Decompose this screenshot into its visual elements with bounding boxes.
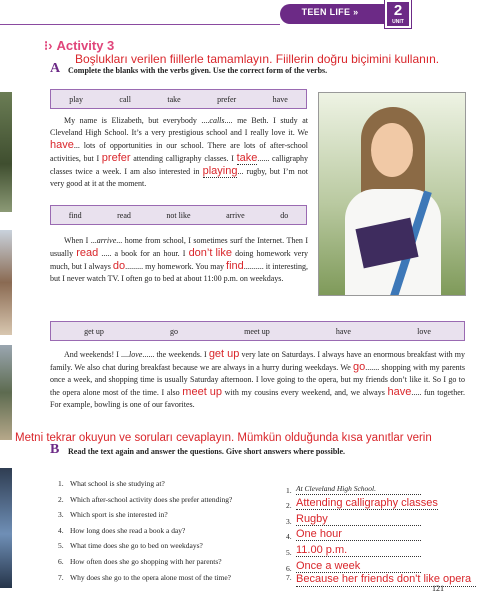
blank-answer: do (112, 260, 126, 272)
word-box-item: play (69, 94, 83, 104)
word-box-item: do (280, 210, 289, 220)
word-box-1 (50, 89, 307, 109)
question-item: 5. What time does she go to bed on weekdays? (58, 541, 203, 551)
unit-badge (385, 0, 411, 28)
word-box-item: love (417, 326, 431, 336)
blank-answer: prefer (101, 152, 131, 164)
word-box-item: have (272, 94, 288, 104)
section-letter-b: B (50, 442, 60, 457)
answer-line: Because her friends don't like opera (296, 573, 476, 587)
header-rule (0, 24, 280, 25)
word-box-item: prefer (217, 94, 237, 104)
side-photo-1 (0, 92, 12, 212)
answer-list (286, 479, 476, 597)
answer-line: 11.00 p.m. (296, 545, 421, 557)
handwritten-instruction-a: Boşlukları verilen fiillerle tamamlayın. Fiillerin doğru biçimini kullanın. (75, 52, 440, 66)
section-letter-a: A (50, 61, 61, 76)
page-number: 121 (432, 584, 444, 593)
answer-item: 2. Attending calligraphy classes (286, 497, 438, 511)
blank-answer: meet up (182, 386, 223, 398)
word-box-item: not like (166, 210, 191, 220)
question-item: 3. Which sport is she interested in? (58, 510, 168, 520)
blank-answer: love (129, 350, 143, 359)
answer-item: 4. One hour (286, 526, 476, 542)
blank-answer: arrive (96, 236, 117, 245)
word-box-item: get up (84, 326, 104, 336)
answer-line: One hour (296, 529, 421, 541)
question-list (58, 479, 288, 588)
word-box-item: read (117, 210, 131, 220)
activity-dots-icon: ⁝› (44, 38, 53, 53)
answer-line: Rugby (296, 514, 421, 526)
question-item: 4. How long does she read a book a day? (58, 525, 186, 535)
blank-answer: have (50, 139, 74, 151)
blank-answer: go (353, 361, 366, 373)
question-item: 7. Why does she go to the opera alone most of the time? (58, 572, 231, 582)
word-box-item: have (335, 326, 351, 336)
word-box-2 (50, 205, 307, 225)
blank-answer: read (76, 247, 99, 259)
section-b-instruction: Read the text again and answer the questions. Give short answers where possible. (68, 447, 346, 456)
answer-item: 7. Because her friends don't like opera (286, 573, 476, 597)
paragraph-1: My name is Elizabeth, but everybody ....calls.... me Beth. I study at Cleveland High School. It’s a very prestigious school and I really love it. We have... lots of opportunities in our school. There are lots of after-school activities, but I prefer attending calligraphy classes. I take...... calligraphy classes twice a week. I am also interested in playing... rugby, but I’m not very good at it at the moment. (50, 116, 309, 188)
word-box-item: find (68, 210, 82, 220)
word-box-item: meet up (244, 326, 270, 336)
paragraph-3: And weekends! I ....love...... the weekends. I get up very late on Saturdays. I always have an enormous breakfast with my family. We also chat during breakfast because we are always in a hurry during weekdays. We go....... shopping with my parents once a week, and shopping time is usually Saturday afternoon. I love going to the opera, but my friends don’t like it. So I go to the opera alone most of the time. I also meet up with my cousins every weekend, and, we always have..... fun together. For example, bowling is one of our favorites. (50, 348, 466, 409)
word-box-3 (50, 321, 465, 341)
unit-number: 2 (393, 2, 403, 19)
side-photo-3 (0, 345, 12, 440)
paragraph-2: When I ...arrive... home from school, I sometimes surf the Internet. Then I usually read ..... a book for an hour. I don’t like doing homework very much, but I always do......... my homework. You may find.......... it interesting, but I never watch TV. I often go to bed at about 11:00 p.m. on weekdays. (50, 236, 309, 283)
unit-tab-label: TEEN LIFE » (301, 7, 359, 17)
answer-item: 6. Once a week (286, 557, 476, 573)
blank-answer: calls (209, 116, 225, 125)
blank-answer: take (236, 152, 258, 164)
handwritten-instruction-b: Metni tekrar okuyun ve soruları cevaplayın. Mümkün olduğunda kısa yanıtlar verin (15, 432, 432, 444)
unit-tab (280, 4, 387, 24)
side-photo-4 (0, 468, 12, 588)
side-photo-2 (0, 230, 12, 335)
word-box-item: arrive (226, 210, 245, 220)
blank-answer: don’t like (188, 247, 232, 259)
answer-line: At Cleveland High School. (296, 483, 421, 495)
answer-item: 1. At Cleveland High School. (286, 479, 476, 495)
section-a-instruction: Complete the blanks with the verbs given. Use the correct form of the verbs. (68, 66, 328, 75)
blank-answer: have (387, 386, 412, 398)
answer-line: Once a week (296, 561, 421, 573)
answer-line: Attending calligraphy classes (296, 497, 438, 510)
question-item: 1. What school is she studying at? (58, 479, 165, 488)
question-item: 6. How often does she go shopping with her parents? (58, 556, 222, 566)
unit-word: UNIT (392, 19, 404, 25)
activity-title: ⁝› Activity 3 (44, 38, 115, 53)
blank-answer: get up (208, 348, 240, 360)
word-box-item: call (119, 94, 131, 104)
blank-answer: find (226, 260, 244, 272)
answer-item: 3. Rugby (286, 510, 476, 526)
word-box-item: take (167, 94, 181, 104)
answer-item: 5. 11.00 p.m. (286, 541, 476, 557)
question-item: 2. Which after-school activity does she prefer attending? (58, 494, 233, 504)
word-box-item: go (170, 326, 179, 336)
blank-answer: playing (202, 165, 238, 177)
student-photo (318, 92, 466, 296)
